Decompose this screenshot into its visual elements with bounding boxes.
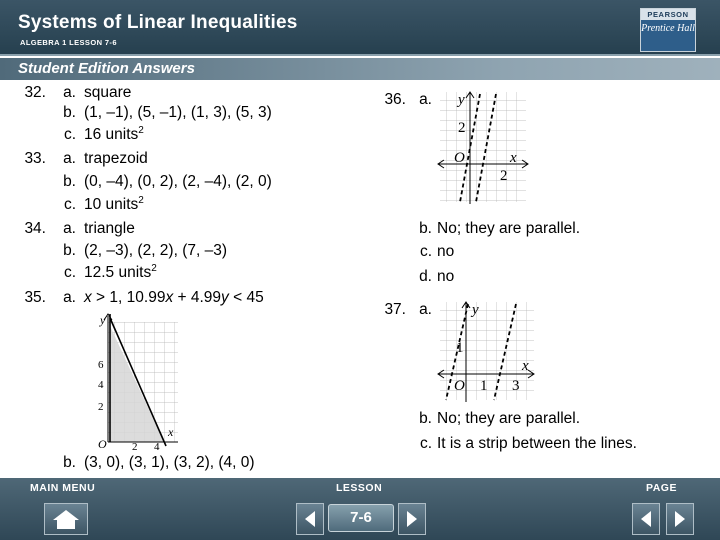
- graph-36-x-label: x: [510, 150, 517, 166]
- q36-d: no: [437, 268, 455, 285]
- q32-number: 32.: [24, 84, 46, 101]
- q32-c-exponent: 2: [138, 125, 144, 136]
- q33-a: trapezoid: [84, 150, 148, 167]
- graph-35-tick-4: 4: [98, 379, 104, 391]
- q37-letter-b: b.: [419, 410, 432, 427]
- graph-37-y-label: y: [472, 302, 479, 318]
- home-icon: [45, 504, 87, 534]
- page-title: Systems of Linear Inequalities: [18, 12, 298, 33]
- q34-letter-a: a.: [63, 220, 76, 237]
- q36-number: 36.: [384, 91, 406, 108]
- q37-c: It is a strip between the lines.: [437, 435, 637, 452]
- graph-37-xtick-3: 3: [512, 378, 520, 394]
- graph-36-grid: [440, 92, 526, 202]
- page-next-button[interactable]: [666, 503, 694, 535]
- q33-b: (0, –4), (0, 2), (2, –4), (2, 0): [84, 173, 272, 190]
- q36-c: no: [437, 243, 455, 260]
- q36-letter-a: a.: [419, 91, 432, 108]
- next-arrow-icon: [399, 504, 425, 534]
- graph-37-tick-1: 1: [456, 340, 464, 356]
- next-arrow-icon: [667, 504, 693, 534]
- q35-a: x > 1, 10.99x + 4.99y < 45: [84, 289, 264, 306]
- q34-c: 12.5 units$^2$: [84, 263, 157, 281]
- q33-c-exponent: 2: [138, 195, 144, 206]
- logo-bottom-text: Prentice Hall: [641, 23, 695, 34]
- graph-35-y-label: y: [100, 313, 106, 327]
- graph-35-xtick-2: 2: [132, 441, 138, 452]
- lesson-number: 7-6: [328, 504, 394, 532]
- q34-a: triangle: [84, 220, 135, 237]
- lesson-label: LESSON: [336, 482, 383, 494]
- graph-36-xtick-2: 2: [500, 168, 508, 184]
- prev-arrow-icon: [633, 504, 659, 534]
- lesson-prev-button[interactable]: [296, 503, 324, 535]
- q33-letter-c: c.: [63, 196, 76, 213]
- q33-letter-b: b.: [63, 173, 76, 190]
- main-menu-button[interactable]: [44, 503, 88, 535]
- q34-b: (2, –3), (2, 2), (7, –3): [84, 242, 227, 259]
- graph-35: [94, 312, 180, 452]
- graph-35-tick-2: 2: [98, 401, 104, 413]
- page-label: PAGE: [646, 482, 677, 494]
- section-title: Student Edition Answers: [18, 60, 195, 77]
- page-prev-button[interactable]: [632, 503, 660, 535]
- q32-letter-a: a.: [63, 84, 76, 101]
- q33-c: 10 units$^2$: [84, 195, 144, 213]
- header: [0, 0, 720, 56]
- q35-number: 35.: [24, 289, 46, 306]
- lesson-next-button[interactable]: [398, 503, 426, 535]
- q34-c-exponent: 2: [151, 263, 157, 274]
- q36-letter-b: b.: [419, 220, 432, 237]
- q33-letter-a: a.: [63, 150, 76, 167]
- q37-letter-a: a.: [419, 301, 432, 318]
- q37-letter-c: c.: [419, 435, 432, 452]
- graph-35-x-label: x: [168, 425, 174, 439]
- graph-35-origin: O: [98, 437, 107, 451]
- prev-arrow-icon: [297, 504, 323, 534]
- q34-letter-b: b.: [63, 242, 76, 259]
- q33-number: 33.: [24, 150, 46, 167]
- graph-35-xtick-4: 4: [154, 441, 160, 452]
- q36-letter-c: c.: [419, 243, 432, 260]
- q34-number: 34.: [24, 220, 46, 237]
- graph-36-y-label: y: [458, 92, 465, 108]
- q37-number: 37.: [384, 301, 406, 318]
- q32-b: (1, –1), (5, –1), (1, 3), (5, 3): [84, 104, 272, 121]
- q36-letter-d: d.: [419, 268, 432, 285]
- q32-a: square: [84, 84, 132, 101]
- graph-36: [436, 90, 530, 206]
- q32-letter-c: c.: [63, 126, 76, 143]
- q35-letter-b: b.: [63, 454, 76, 471]
- graph-37-origin: O: [454, 378, 465, 394]
- publisher-logo: [640, 8, 696, 52]
- q35-letter-a: a.: [63, 289, 76, 306]
- q32-letter-b: b.: [63, 104, 76, 121]
- q37-b: No; they are parallel.: [437, 410, 581, 427]
- q34-letter-c: c.: [63, 264, 76, 281]
- footer-nav: [0, 478, 720, 540]
- graph-36-origin: O: [454, 150, 465, 166]
- main-menu-label: MAIN MENU: [30, 482, 96, 494]
- q32-c: 16 units$^2$: [84, 125, 144, 143]
- graph-37-x-label: x: [522, 358, 529, 374]
- q36-b: No; they are parallel.: [437, 220, 581, 237]
- graph-36-tick-2: 2: [458, 120, 466, 136]
- graph-35-tick-6: 6: [98, 359, 104, 371]
- section-bar: [0, 58, 720, 80]
- graph-37: [436, 300, 536, 404]
- lesson-subtitle: ALGEBRA 1 LESSON 7-6: [20, 38, 117, 47]
- q35-b: (3, 0), (3, 1), (3, 2), (4, 0): [84, 454, 255, 471]
- logo-top-text: PEARSON: [641, 9, 695, 20]
- graph-37-xtick-1: 1: [480, 378, 488, 394]
